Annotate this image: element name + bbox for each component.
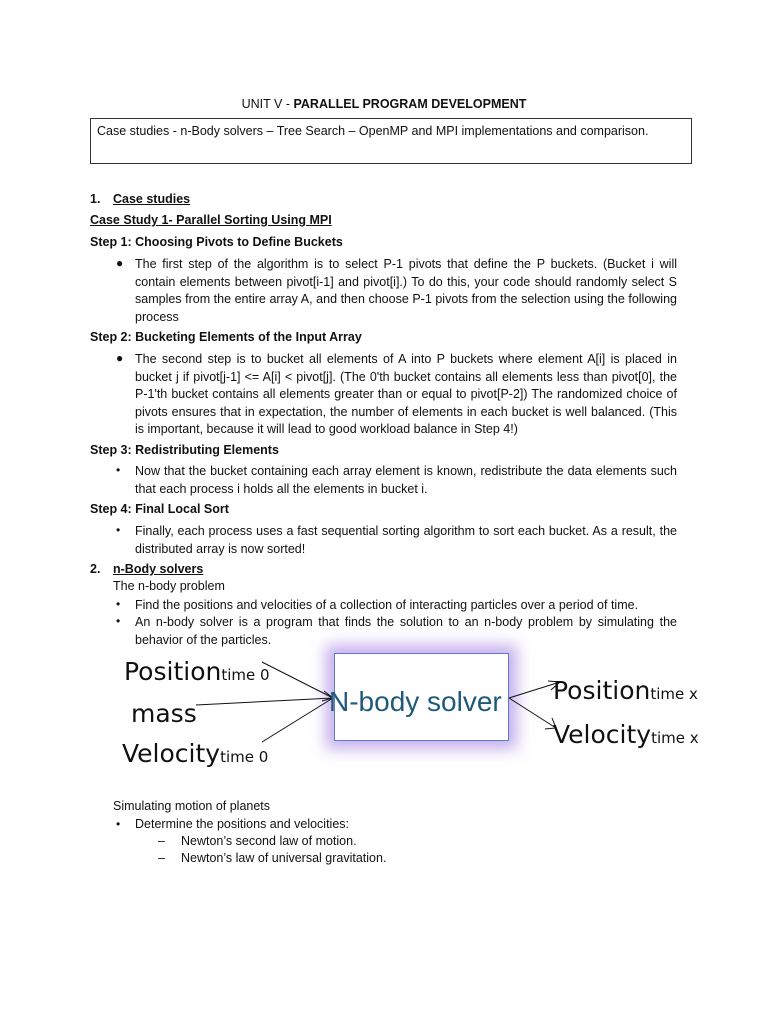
dash-icon: – [158, 834, 165, 848]
step3-title: Step 3: Redistributing Elements [90, 443, 279, 457]
bullet-icon: ● [116, 351, 124, 365]
output-velocity [553, 720, 699, 749]
nbody-bullet1: Find the positions and velocities of a collection of interacting particles over a period of time. [135, 598, 639, 612]
unit-label: UNIT V - [241, 97, 294, 111]
step4-title: Step 4: Final Local Sort [90, 502, 229, 516]
section2-heading: n-Body solvers [113, 562, 204, 576]
nbody-intro: The n-body problem [113, 579, 225, 593]
output-velocity-label: Velocity [553, 720, 652, 749]
planets-sub1: Newton’s second law of motion. [181, 834, 357, 848]
planets-title: Simulating motion of planets [113, 799, 271, 813]
input-velocity [122, 739, 268, 768]
input-position-label: Position [124, 657, 222, 686]
bullet-icon: • [116, 817, 121, 831]
arrow-mass-in [196, 698, 333, 705]
step2-text: The second step is to bucket all elements of A into P buckets where element A[i] is placed in bucket j if pivot[j-1] <= A[i] < pivot[j]. (The 0'th bucket contains all elements less than pivot[0], the P-1'th bucket contains all elements greater than or equal to pivot[P-2]) The randomized choice of pivots ensures that in expectation, the number of elements in each bucket is well balanced. (This is important, because it will lead to good workload balance in Step 4!) [135, 352, 677, 437]
planets-bullet: Determine the positions and velocities: [135, 817, 350, 831]
step2-title: Step 2: Bucketing Elements of the Input Array [90, 330, 362, 344]
input-velocity-label: Velocity [122, 739, 221, 768]
section2-number: 2. [90, 562, 101, 576]
step3-text: Now that the bucket containing each array element is known, redistribute the data elements such that each process i holds all the elements in bucket i. [135, 464, 677, 496]
step1-text: The first step of the algorithm is to select P-1 pivots that define the P buckets. (Bucket i will contain elements between pivot[i-1] and pivot[i].) To do this, your code should randomly select S samples from the entire array A, and then choose P-1 pivots from the selection using the following process [135, 257, 677, 324]
input-position [124, 657, 270, 686]
input-velocity-sub: time 0 [220, 748, 269, 766]
section1-heading: Case studies [113, 192, 191, 206]
unit-title: PARALLEL PROGRAM DEVELOPMENT [293, 97, 527, 111]
input-mass: mass [131, 699, 197, 728]
arrow-position-in [262, 662, 333, 698]
section1-number: 1. [90, 192, 101, 206]
bullet-icon: • [116, 597, 121, 611]
dash-icon: – [158, 851, 165, 865]
case-study-title: Case Study 1- Parallel Sorting Using MPI [90, 213, 332, 227]
arrow-velocity-in [262, 698, 333, 742]
solver-label: N-body solver [329, 686, 502, 717]
input-position-sub: time 0 [221, 666, 270, 684]
output-position-sub: time x [650, 685, 698, 703]
bullet-icon: • [116, 463, 121, 477]
step1-title: Step 1: Choosing Pivots to Define Buckets [90, 235, 343, 249]
bullet-icon: ● [116, 256, 124, 270]
bullet-icon: • [116, 523, 121, 537]
planets-sub2: Newton’s law of universal gravitation. [181, 851, 387, 865]
arrow-velocity-out [509, 698, 556, 728]
bullet-icon: • [116, 614, 121, 628]
output-position-label: Position [553, 676, 651, 705]
topics-text: Case studies - n-Body solvers – Tree Search – OpenMP and MPI implementations and comparison. [97, 124, 649, 138]
step4-text: Finally, each process uses a fast sequential sorting algorithm to sort each bucket. As a result, the distributed array is now sorted! [135, 524, 677, 556]
nbody-bullet2: An n-body solver is a program that finds the solution to an n-body problem by simulating the behavior of the particles. [135, 615, 677, 647]
output-velocity-sub: time x [651, 729, 699, 747]
output-position [553, 676, 698, 705]
